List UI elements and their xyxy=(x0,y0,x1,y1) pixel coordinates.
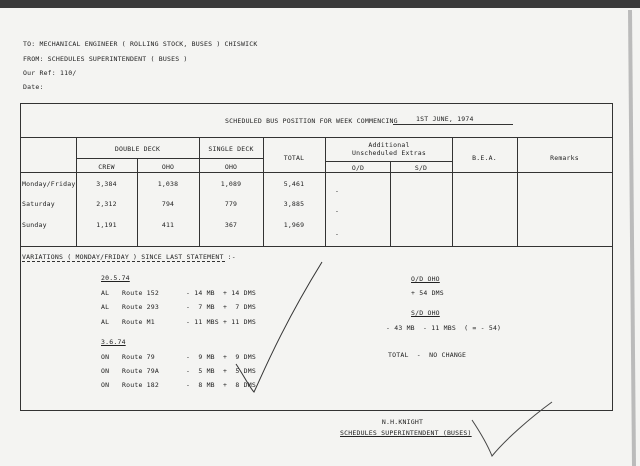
route-label: Route 182 xyxy=(122,381,160,389)
route-label: Route 79A xyxy=(122,367,160,375)
variations-heading: VARIATIONS ( MONDAY/FRIDAY ) SINCE LAST STATEMENT :- xyxy=(22,253,236,261)
cell-oho-single: 779 xyxy=(224,200,238,208)
signature-title: SCHEDULES SUPERINTENDENT (BUSES) xyxy=(340,429,472,437)
sd-oho-value: - 43 MB - 11 MBS ( = - 54) xyxy=(386,324,502,332)
cell-crew: 2,312 xyxy=(96,200,117,208)
route-change: - 8 MB + 8 DMS xyxy=(186,381,256,389)
cell-total: 1,969 xyxy=(283,221,305,229)
header-oho-single: OHO xyxy=(224,163,238,171)
total-summary: TOTAL - NO CHANGE xyxy=(388,351,467,359)
scan-edge-shadow xyxy=(630,10,634,466)
header-single-deck: SINGLE DECK xyxy=(208,145,254,153)
depot-code: AL xyxy=(101,303,110,311)
route-change: - 14 MB + 14 DMS xyxy=(186,289,256,297)
route-change: - 7 MB + 7 DMS xyxy=(186,303,256,311)
handwritten-tick-mark xyxy=(236,262,322,392)
memo-date: Date: xyxy=(23,83,44,91)
header-double-deck: DOUBLE DECK xyxy=(114,145,161,153)
route-change: - 5 MB + 5 DMS xyxy=(186,367,256,375)
week-commencing: 1ST JUNE, 1974 xyxy=(416,115,474,123)
memo-ref: Our Ref: 110/ xyxy=(23,69,77,77)
memo-from: FROM: SCHEDULES SUPERINTENDENT ( BUSES ) xyxy=(23,55,188,63)
row-day: Sunday xyxy=(22,221,47,229)
header-extras: Additional Unscheduled Extras xyxy=(351,141,427,157)
header-od: O/D xyxy=(351,164,365,172)
route-label: Route M1 xyxy=(122,318,155,326)
cell-oho-single: 1,089 xyxy=(220,180,242,188)
header-total: TOTAL xyxy=(283,154,305,162)
variation-date: 20.5.74 xyxy=(101,274,130,282)
header-sd: S/D xyxy=(414,164,428,172)
route-label: Route 79 xyxy=(122,353,155,361)
route-label: Route 152 xyxy=(122,289,160,297)
variation-date: 3.6.74 xyxy=(101,338,126,346)
table-title: SCHEDULED BUS POSITION FOR WEEK COMMENCING xyxy=(225,117,398,125)
route-label: Route 293 xyxy=(122,303,160,311)
header-bea: B.E.A. xyxy=(472,154,497,162)
memo-to: TO: MECHANICAL ENGINEER ( ROLLING STOCK, BUSES ) CHISWICK xyxy=(23,40,258,48)
depot-code: ON xyxy=(101,367,110,375)
cell-oho-double: 794 xyxy=(161,200,175,208)
depot-code: ON xyxy=(101,353,110,361)
depot-code: AL xyxy=(101,289,110,297)
cell-oho-double: 411 xyxy=(161,221,175,229)
cell-oho-single: 367 xyxy=(224,221,238,229)
cell-oho-double: 1,038 xyxy=(157,180,179,188)
row-day: Monday/Friday xyxy=(22,180,76,188)
cell-od-dash: - xyxy=(335,207,340,215)
cell-total: 5,461 xyxy=(283,180,305,188)
route-change: - 11 MBS + 11 DMS xyxy=(186,318,256,326)
od-oho-value: + 54 DMS xyxy=(411,289,444,297)
cell-od-dash: - xyxy=(335,230,340,238)
depot-code: AL xyxy=(101,318,110,326)
handwritten-tick-mark-2 xyxy=(472,402,552,456)
cell-total: 3,885 xyxy=(283,200,305,208)
cell-crew: 3,384 xyxy=(96,180,117,188)
header-oho-double: OHO xyxy=(161,163,175,171)
cell-od-dash: - xyxy=(335,187,340,195)
signature-name: N.H.KNIGHT xyxy=(381,418,424,426)
header-crew: CREW xyxy=(98,163,115,171)
depot-code: ON xyxy=(101,381,110,389)
route-change: - 9 MB + 9 DMS xyxy=(186,353,256,361)
row-day: Saturday xyxy=(22,200,55,208)
sd-oho-heading: S/D OHO xyxy=(411,309,440,317)
header-remarks: Remarks xyxy=(550,154,579,162)
cell-crew: 1,191 xyxy=(96,221,117,229)
od-oho-heading: O/D OHO xyxy=(411,275,440,283)
